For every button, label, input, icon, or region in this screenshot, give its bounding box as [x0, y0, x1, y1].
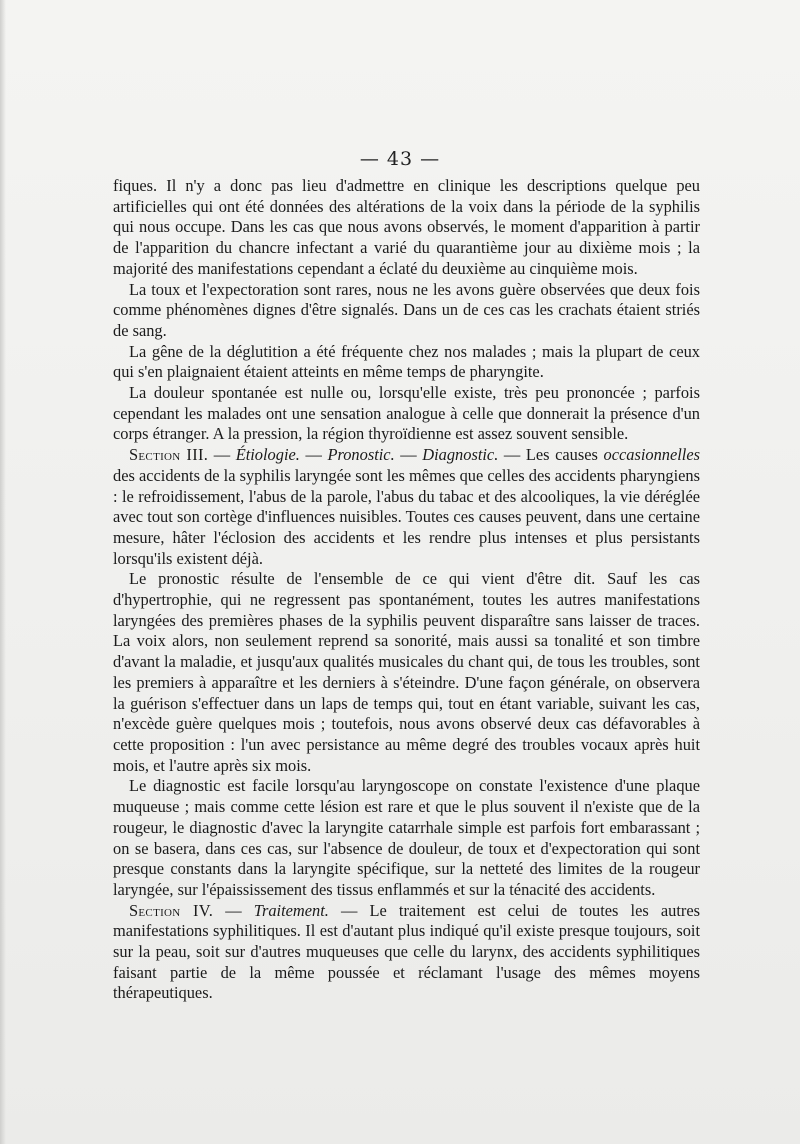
paragraph-toux: La toux et l'expectoration sont rares, nous ne les avons guère observées que deux fois comme phénomènes dignes d'être signalés. Dans un de ces cas les crachats étaient striés de sang.	[113, 279, 700, 340]
paragraph-pronostic: Le pronostic résulte de l'ensemble de ce qui vient d'être dit. Sauf les cas d'hypertrophie, qui ne regressent pas spontanément, toutes les autres manifestations laryngées des premières phases de la syphilis peuvent disparaître sans laisser de traces. La voix alors, non seulement reprend sa sonorité, mais aussi sa tonalité et son timbre d'avant la maladie, et jusqu'aux qualités musicales du chant qui, de tous les troubles, sont les premiers à apparaître et les derniers à s'éteindre. D'une façon générale, on observera la guérison s'effectuer dans un laps de temps qui, tout en étant variable, suivant les cas, n'excède guère quelques mois ; toutefois, nous avons observé deux cas défavorables à cette proposition : l'un avec persistance au même degré des troubles vocaux après huit mois, et l'autre après six mois.	[113, 569, 700, 775]
section-dash: —	[498, 445, 526, 465]
page-number: — 43 —	[359, 148, 441, 170]
paragraph-diagnostic: Le diagnostic est facile lorsqu'au laryngoscope on constate l'existence d'une plaque muqueuse ; mais comme cette lésion est rare et que le plus souvent il n'existe que de la rougeur, le diagnostic d'avec la laryngite catarrhale simple est parfois fort embarassant ; on se basera, dans ces cas, sur l'absence de douleur, de toux et d'expectoration qui sont presque constants dans la laryngite spécifique, sur la netteté des limites de la rougeur laryngée, sur l'épaississement des tissus enflammés et sur la ténacité des accidents.	[113, 776, 700, 899]
section-dash: —	[208, 445, 236, 465]
italic-term: occasionnelles	[603, 445, 700, 465]
section-label: Section III.	[129, 445, 209, 465]
section-title-traitement: Traitement.	[253, 900, 329, 920]
section-dash: —	[213, 900, 254, 920]
section-dash: —	[328, 900, 370, 920]
section-title-pronostic: Pronostic.	[327, 445, 395, 465]
paragraph-continuation: fiques. Il n'y a donc pas lieu d'admettre en clinique les descriptions quelque peu artificielles qui ont été données des altérations de la voix dans la période de la syphilis qui nous occupe. Dans les cas que nous avons observés, le moment d'apparition à partir de l'apparition du chancre infectant a varié du quarantième jour au dixième mois ; la majorité des manifestations cependant a éclaté du deuxième au cinquième mois.	[113, 176, 700, 278]
section-title-diagnostic: Diagnostic.	[422, 445, 499, 465]
paragraph-section-iv	[113, 901, 700, 1005]
paragraph-douleur: La douleur spontanée est nulle ou, lorsqu'elle existe, très peu prononcée ; parfois cependant les malades ont une sensation analogue à celle que donnerait la présence d'un corps étranger. A la pression, la région thyroïdienne est assez souvent sensible.	[113, 383, 700, 444]
section-label: Section IV.	[129, 900, 214, 920]
paragraph-lead: Les causes	[525, 445, 604, 465]
paragraph-body: Le traitement est celui de toutes les autres manifestations syphilitiques. Il est d'autant plus indiqué qu'il existe presque toujours, soit sur la peau, soit sur d'autres muqueuses que celle du larynx, des accidents syphilitiques faisant partie de la même poussée et réclamant l'usage des mêmes moyens thérapeutiques.	[113, 900, 700, 1003]
paragraph-deglutition: La gêne de la déglutition a été fréquente chez nos malades ; mais la plupart de ceux qui s'en plaignaient étaient atteints en même temps de pharyngite.	[113, 341, 700, 382]
section-dash: —	[394, 445, 423, 465]
page-edge-shadow	[0, 0, 6, 1144]
paragraph-section-iii	[113, 445, 700, 569]
section-dash: —	[299, 445, 328, 465]
section-title-etiologie: Étiologie.	[235, 445, 300, 465]
paragraph-body: des accidents de la syphilis laryngée sont les mêmes que celles des accidents pharyngiens : le refroidissement, l'abus de la parole, l'abus du tabac et des alcooliques, la vie déréglée avec tout son cortège d'influences nuisibles. Toutes ces causes peuvent, dans une certaine mesure, hâter l'éclosion des accidents et les rendre plus intenses et plus persistants lorsqu'ils existent déjà.	[113, 465, 700, 568]
body-text	[113, 176, 700, 1004]
